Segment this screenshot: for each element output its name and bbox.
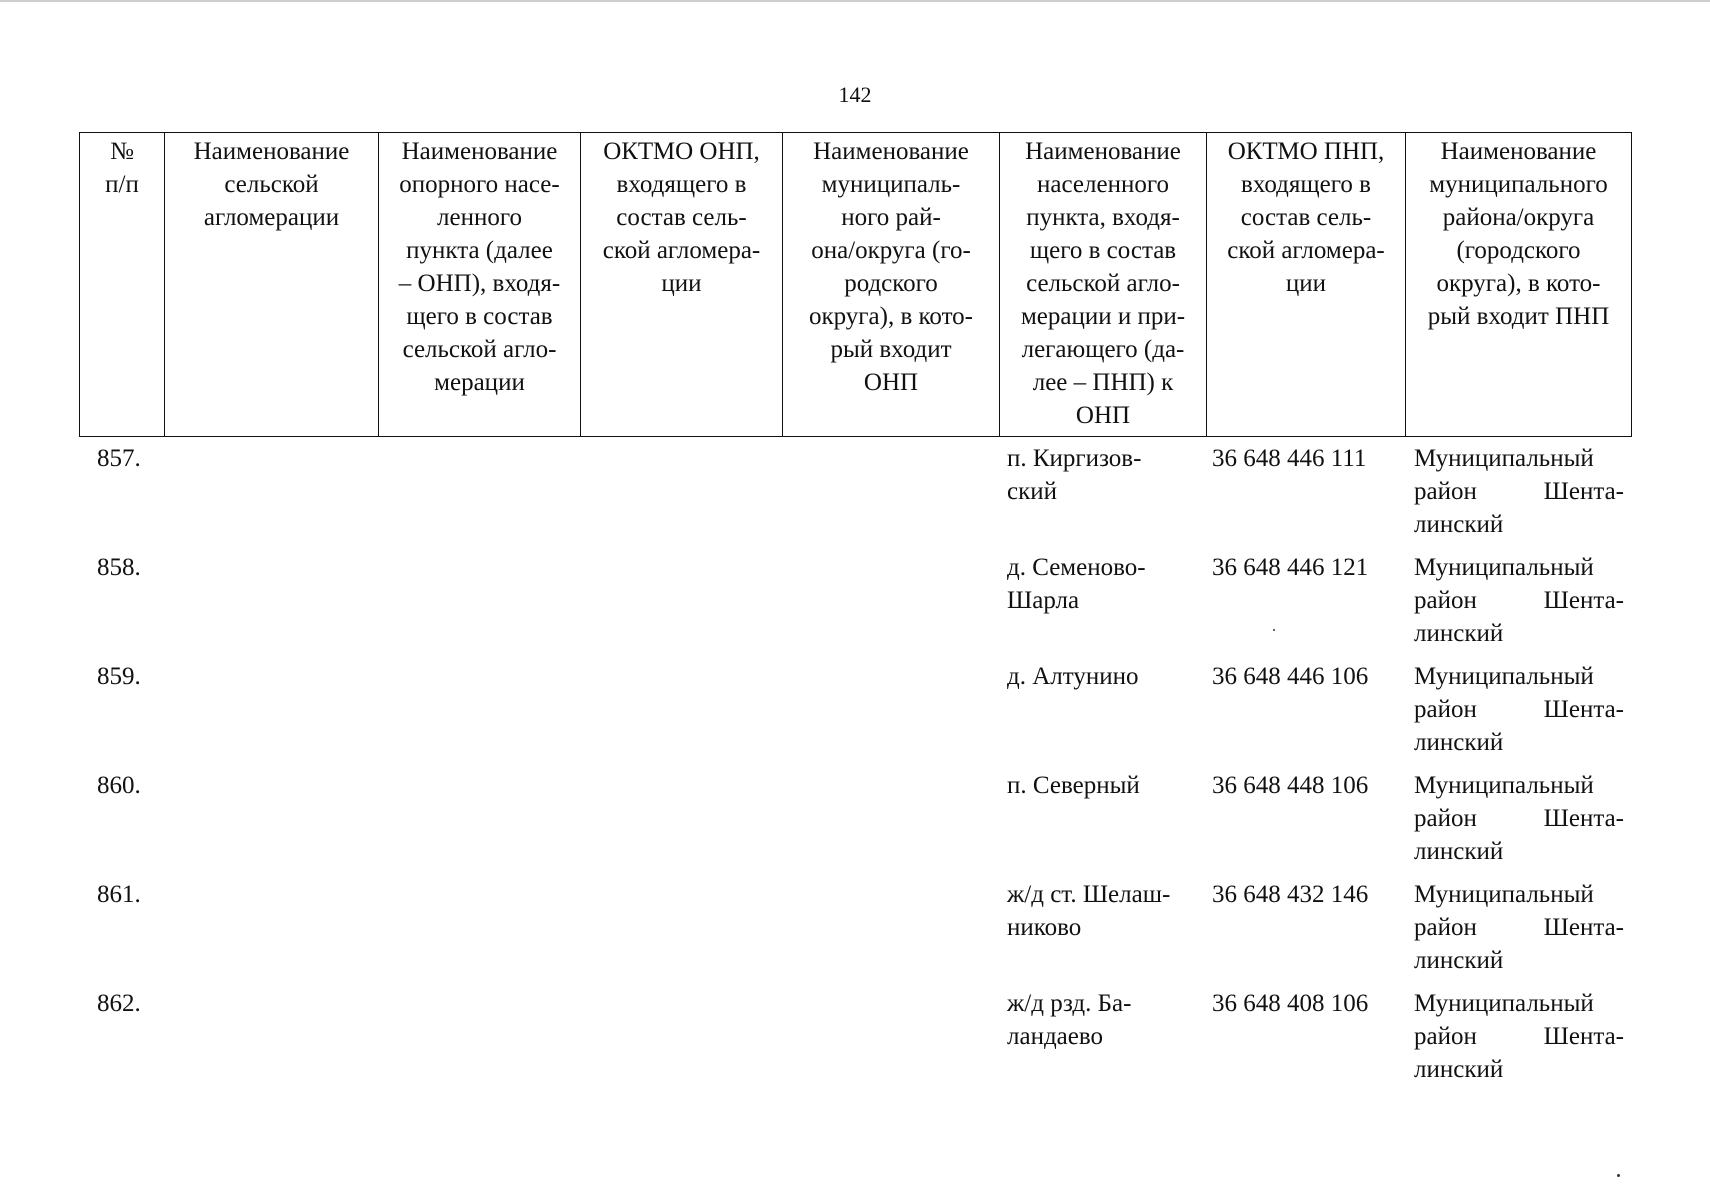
header-cell-onp-district: Наименование муниципаль- ного рай- она/округа (го- родского округа), в кото- рый входит ОНП <box>783 133 1000 437</box>
table-body <box>79 440 1631 1094</box>
pnp-oktmo: 36 648 432 146 <box>1212 881 1369 908</box>
top-rule <box>0 0 1710 2</box>
pnp-oktmo: 36 648 446 106 <box>1212 663 1369 690</box>
table-row <box>79 549 1631 658</box>
row-number: 859. <box>97 663 141 690</box>
row-number: 861. <box>97 881 141 908</box>
pnp-oktmo: 36 648 408 106 <box>1212 990 1369 1017</box>
pnp-oktmo: 36 648 446 111 <box>1212 445 1367 472</box>
pnp-name: п. Киргизов- ский <box>1007 445 1142 505</box>
row-number: 860. <box>97 772 141 799</box>
scan-speck <box>1273 629 1275 631</box>
row-number: 857. <box>97 445 141 472</box>
pnp-district: Муниципальный район Шента- линский <box>1414 990 1624 1083</box>
table-row <box>79 440 1631 549</box>
table-row <box>79 658 1631 767</box>
table-row <box>79 876 1631 985</box>
pnp-district: Муниципальный район Шента- линский <box>1414 881 1624 974</box>
scan-speck <box>1617 1174 1620 1177</box>
header-row <box>80 133 1632 437</box>
pnp-oktmo: 36 648 448 106 <box>1212 772 1369 799</box>
pnp-district: Муниципальный район Шента- линский <box>1414 772 1624 865</box>
pnp-district: Муниципальный район Шента- линский <box>1414 445 1624 538</box>
table-row <box>79 767 1631 876</box>
header-table <box>79 132 1632 437</box>
page-number: 142 <box>838 82 872 107</box>
header-cell-number: № п/п <box>80 133 165 437</box>
pnp-name: д. Алтунино <box>1007 663 1139 690</box>
row-number: 858. <box>97 554 141 581</box>
header-cell-onp-name: Наименование опорного насе- ленного пункта (далее – ОНП), входя- щего в состав сельской агло- мерации <box>379 133 581 437</box>
row-number: 862. <box>97 990 141 1017</box>
pnp-name: ж/д ст. Шелаш- никово <box>1007 881 1171 941</box>
pnp-district: Муниципальный район Шента- линский <box>1414 663 1624 756</box>
table-row <box>79 985 1631 1094</box>
pnp-district: Муниципальный район Шента- линский <box>1414 554 1624 647</box>
pnp-name: ж/д рзд. Ба- ландаево <box>1007 990 1132 1050</box>
header-cell-pnp-oktmo: ОКТМО ПНП, входящего в состав сель- ской агломера- ции <box>1207 133 1406 437</box>
pnp-name: п. Северный <box>1007 772 1140 799</box>
header-cell-pnp-district: Наименование муниципального района/округа (городского округа), в кото- рый входит ПНП <box>1406 133 1632 437</box>
header-cell-onp-oktmo: ОКТМО ОНП, входящего в состав сель- ской агломера- ции <box>581 133 783 437</box>
header-cell-agglomeration: Наименование сельской агломерации <box>165 133 379 437</box>
header-cell-pnp-name: Наименование населенного пункта, входя- щего в состав сельской агло- мерации и при- легающего (да- лее – ПНП) к ОНП <box>1000 133 1207 437</box>
pnp-oktmo: 36 648 446 121 <box>1212 554 1369 581</box>
pnp-name: д. Семеново- Шарла <box>1007 554 1146 614</box>
